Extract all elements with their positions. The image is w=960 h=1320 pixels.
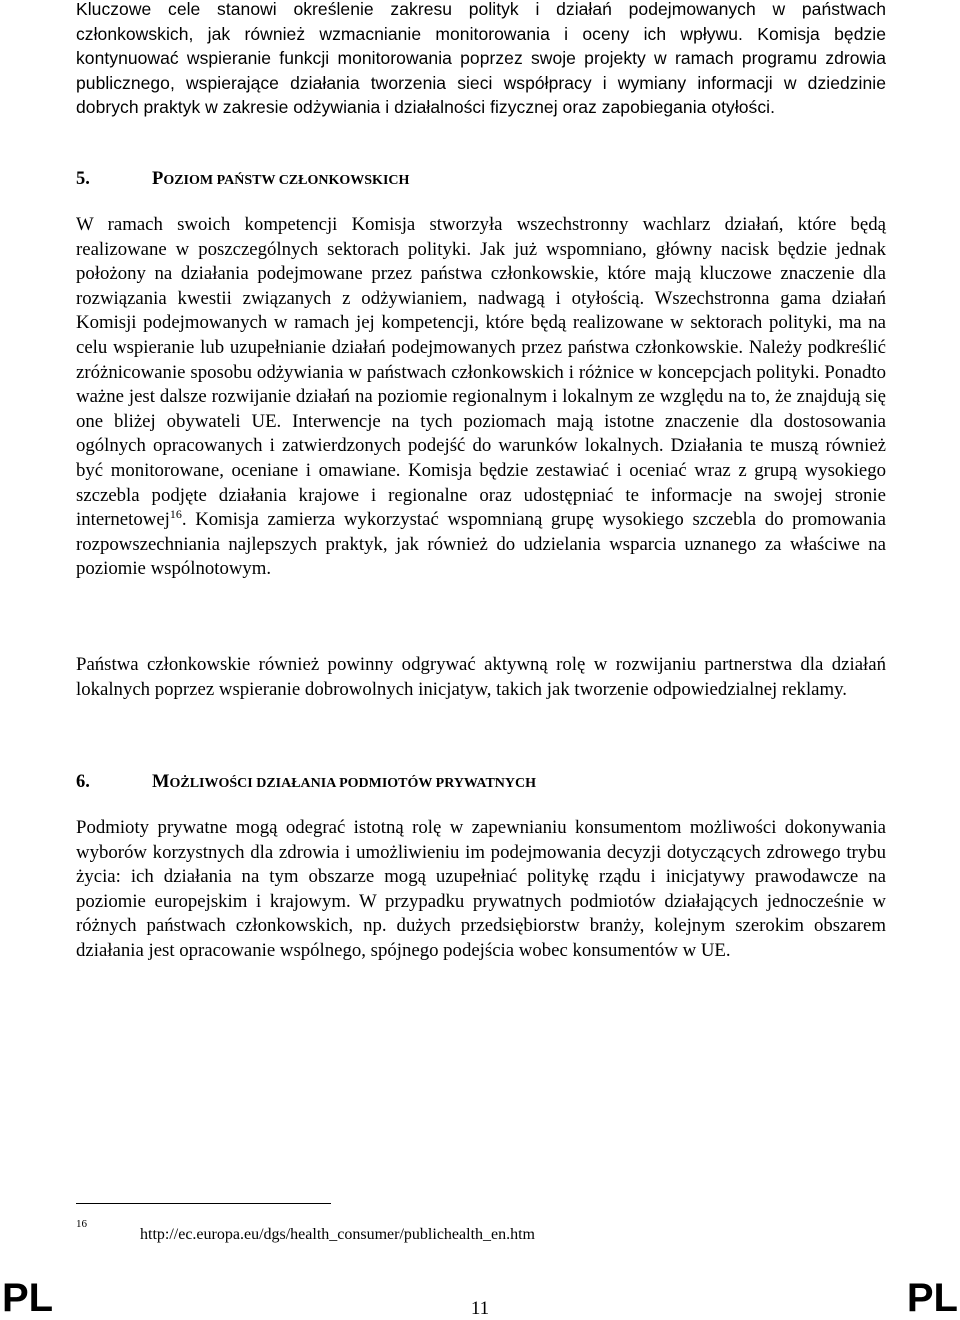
page-number: 11 xyxy=(470,1298,490,1319)
footnote-reference[interactable]: 16 xyxy=(169,507,182,522)
section-6-heading xyxy=(76,772,536,793)
section-5-paragraph-1: W ramach swoich kompetencji Komisja stworzyła wszechstronny wachlarz działań, które będą realizowane w poszczególnych sektorach polityki. Jak już wspomniano, główny nacisk będzie jednak położony na działania podejmowane przez państwa członkowskie, które mają kluczowe znaczenie dla rozwiązania kwestii związanych z odżywianiem, nadwagą i otyłością. Wszechstronna gama działań Komisji podejmowanych w ramach jej kompetencji, które będą realizowane w sektorach polityki, ma na celu wspieranie lub uzupełnianie działań podejmowanych przez państwa członkowskie. Należy podkreślić zróżnicowanie sposobu odżywiania w państwach członkowskich i różnice w koncepcjach polityki. Ponadto ważne jest dalsze rozwijanie działań na poziomie regionalnym i lokalnym ze względu na to, że znajdują się one bliżej obywateli UE. Interwencje na tych poziomach mają istotne znaczenie dla dostosowania ogólnych opracowanych i zatwierdzonych podejść do warunków lokalnych. Działania te muszą również być monitorowane, oceniane i omawiane. Komisja będzie zestawiać i oceniać wraz z grupą wysokiego szczebla podjęte działania krajowe i regionalne oraz udostępniać te informacje na swojej stronie internetowej$^{16}$. Komisja zamierza wykorzystać wspomnianą grupę wysokiego szczebla do promowania rozpowszechniania najlepszych praktyk, jak również do udzielania wsparcia uznanego za właściwe na poziomie wspólnotowym. xyxy=(76,214,886,580)
intro-paragraph: Kluczowe cele stanowi określenie zakresu polityk i działań podejmowanych w państwach członkowskich, jak również wzmacnianie monitorowania i oceny ich wpływu. Komisja będzie kontynuować wspieranie funkcji monitorowania poprzez swoje projekty w ramach programu zdrowia publicznego, wspierające działania tworzenia sieci współpracy i wymiany informacji w dziedzinie dobrych praktyk w zakresie odżywiania i działalności fizycznej oraz zapobiegania otyłości. xyxy=(76,0,886,117)
section-6-number: 6. xyxy=(76,772,90,792)
footnote-link[interactable]: http://ec.europa.eu/dgs/health_consumer/publichealth_en.htm xyxy=(140,1226,535,1243)
section-6-paragraph-1: Podmioty prywatne mogą odegrać istotną rolę w zapewnianiu konsumentom możliwości dokonywania wyborów korzystnych dla zdrowia i umożliwieniu im podejmowania decyzji dotyczących zdrowego trybu życia: ich działania na tym obszarze mogą uzupełniać politykę rządu i inicjatywy prawodawcze na poziomie europejskim i krajowym. W przypadku prywatnych podmiotów działających jednocześnie w różnych państwach członkowskich, np. dużych przedsiębiorstw branży, kolejnym szerokim obszarem działania jest opracowanie wspólnego, spójnego podejścia wobec konsumentów w UE. xyxy=(76,817,886,961)
footnote-number: 16 xyxy=(76,1218,87,1230)
footnote-divider xyxy=(76,1203,331,1204)
section-6-title: MOŻLIWOŚCI DZIAŁANIA PODMIOTÓW PRYWATNYCH xyxy=(152,772,537,792)
language-code-left: PL xyxy=(2,1276,54,1320)
section-5-paragraph-2: Państwa członkowskie również powinny odgrywać aktywną rolę w rozwijaniu partnerstwa dla działań lokalnych poprzez wspieranie dobrowolnych inicjatyw, takich jak tworzenie odpowiedzialnej reklamy. xyxy=(76,654,886,700)
section-5-number: 5. xyxy=(76,169,90,189)
footnote xyxy=(76,1218,535,1243)
section-5-heading xyxy=(76,169,409,190)
language-code-right: PL xyxy=(906,1276,958,1320)
section-5-title: POZIOM PAŃSTW CZŁONKOWSKICH xyxy=(152,169,410,189)
